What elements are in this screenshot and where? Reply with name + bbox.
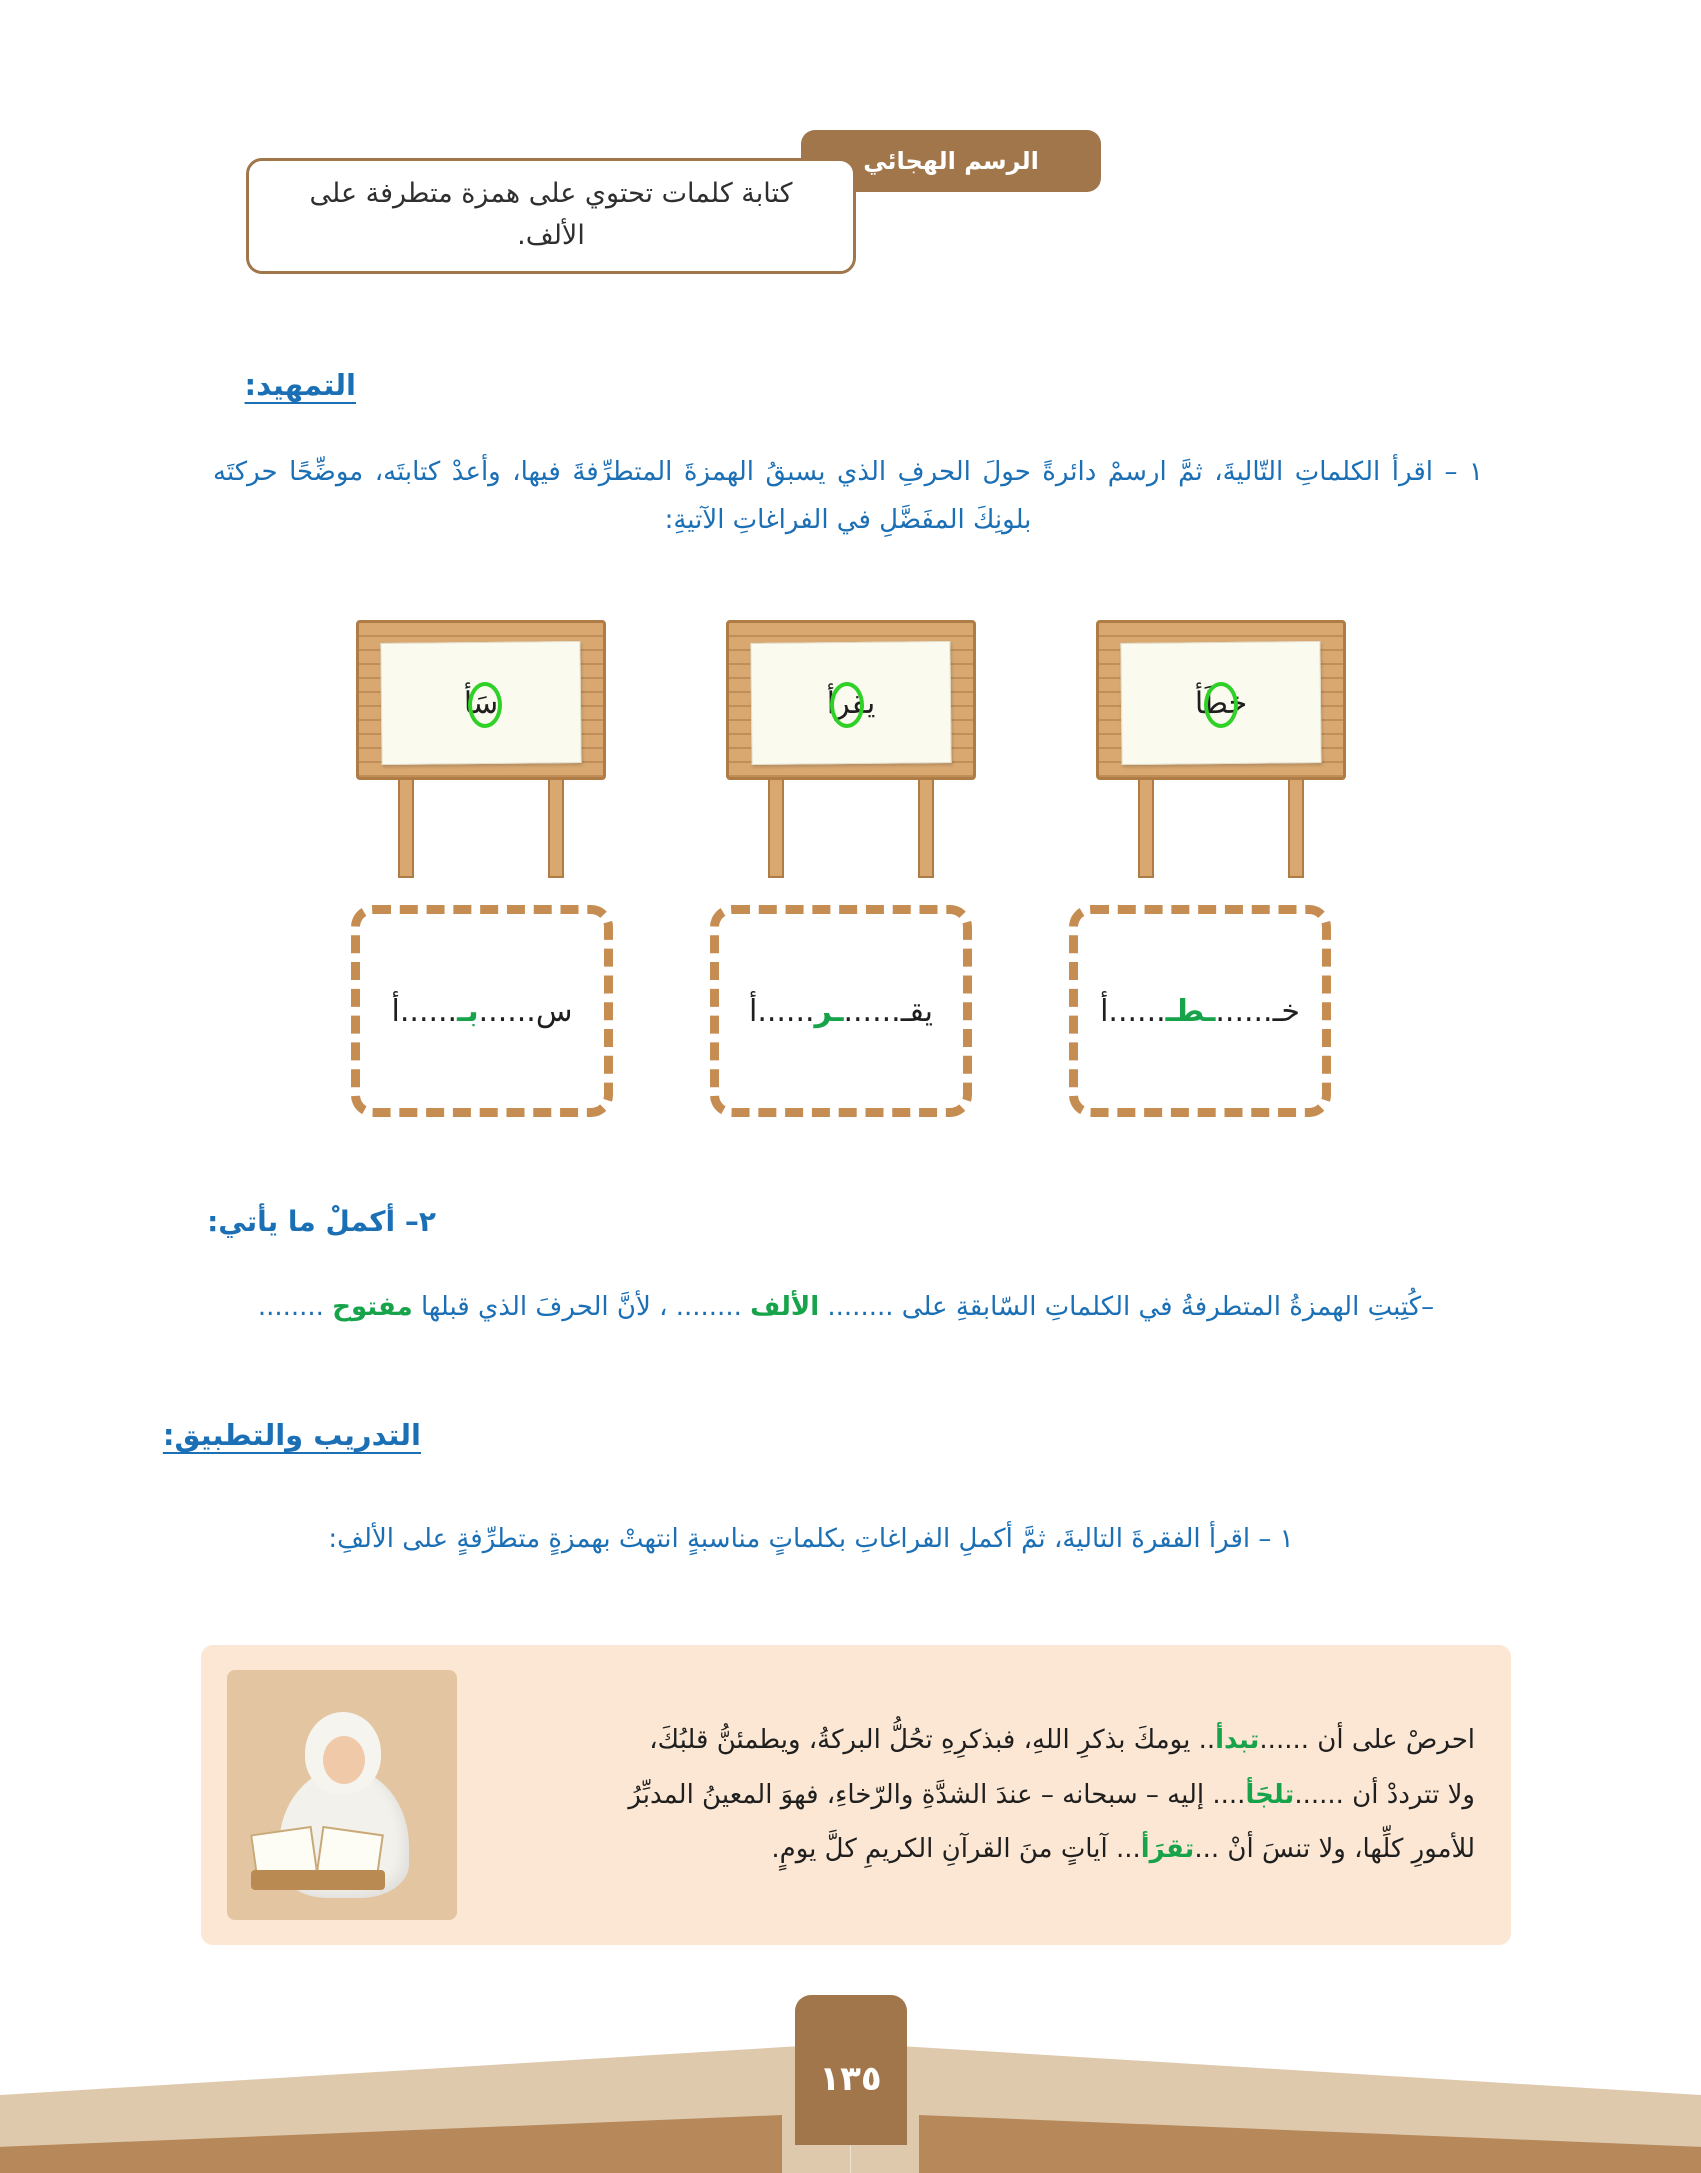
board-leg-right: [1288, 778, 1304, 878]
board-leg-right: [918, 778, 934, 878]
word-board: [726, 620, 976, 870]
answer-tabda: تبدأ: [1215, 1725, 1260, 1756]
word-board: [356, 620, 606, 870]
subject-tab: الرسم الهجائي: [801, 130, 1101, 192]
answer-alif: الألف: [750, 1292, 820, 1322]
lesson-title: كتابة كلمات تحتوي على همزة متطرفة على الألف.: [246, 158, 856, 274]
answer-box[interactable]: [351, 905, 613, 1117]
answer-box[interactable]: [1069, 905, 1331, 1117]
answer-box-text: يقـ......ـر......أ: [748, 993, 934, 1029]
blank-dots[interactable]: ......: [1259, 1725, 1310, 1756]
answer-maftooh: مفتوح: [332, 1292, 413, 1322]
passage-text: [481, 1713, 1485, 1877]
board-word: خطَأ: [1120, 641, 1321, 765]
question-2-label: ٢– أكملْ ما يأتي:: [207, 1205, 436, 1238]
passage-line-2: ولا تترددْ أن ......تلجَأ.... إليه – سبحانه – عندَ الشدَّةِ والرّخاءِ، فهوَ المعينُ المدبِّرُ: [628, 1779, 1475, 1810]
word-board: [1096, 620, 1346, 870]
section-heading-tamheed: التمهيد:: [244, 368, 356, 402]
blank-dots[interactable]: ........: [827, 1292, 894, 1322]
circle-mark-icon: [1204, 682, 1238, 728]
question-2-fill-line: –كُتِبتِ الهمزةُ المتطرفةُ في الكلماتِ السّابقةِ على ........ الألف ........ ، لأنَّ الحرفَ الذي قبلها مفتوح ........: [257, 1292, 1435, 1322]
word-boards-row: [356, 620, 1346, 880]
answer-taqra: تقرَأ: [1140, 1834, 1195, 1865]
answer-box-text: س......بـ......أ: [391, 993, 573, 1029]
board-word: يقرأ: [750, 641, 951, 765]
passage-card: [201, 1645, 1511, 1945]
question-1-text: ١ – اقرأ الكلماتِ التّاليةَ، ثمَّ ارسمْ دائرةً حولَ الحرفِ الذي يسبقُ الهمزةَ المتطرِّفةَ فيها، وأعدْ كتابتَه، موضِّحًا حركتَه بلونِكَ المفَضَّلِ في الفراغاتِ الآتيةِ:: [213, 457, 1483, 536]
section-heading-tadreeb: التدريب والتطبيق:: [162, 1418, 421, 1452]
passage-line-3: للأمورِ كلِّها، ولا تنسَ أنْ ...تقرَأ... آياتٍ منَ القرآنِ الكريمِ كلَّ يومٍ.: [771, 1834, 1475, 1865]
blank-dots[interactable]: ........: [675, 1292, 742, 1322]
page-header: [0, 130, 1701, 260]
book-stand: [251, 1870, 385, 1890]
question-3-text: ١ – اقرأ الفقرةَ التاليةَ، ثمَّ أكملِ الفراغاتِ بكلماتٍ مناسبةٍ انتهتْ بهمزةٍ متطرِّفةٍ على الألفِ:: [328, 1524, 1294, 1554]
girl-reading-quran-illustration: [227, 1670, 457, 1920]
blank-dots[interactable]: ........: [257, 1292, 324, 1322]
board-leg-left: [398, 778, 414, 878]
blank-dots[interactable]: ...: [1194, 1834, 1220, 1865]
page-footer: [0, 1973, 1701, 2173]
answer-talja: تلجَأ: [1245, 1779, 1295, 1810]
passage-line-1: احرصْ على أن ......تبدأ.. يومكَ بذكرِ اللهِ، فبذكرِهِ تحُلُّ البركةُ، ويطمئنُّ قلبُكَ،: [649, 1725, 1475, 1756]
circle-mark-icon: [830, 682, 864, 728]
board-leg-right: [548, 778, 564, 878]
board-leg-left: [1138, 778, 1154, 878]
blank-dots[interactable]: ......: [1294, 1779, 1344, 1810]
board-leg-left: [768, 778, 784, 878]
circle-mark-icon: [468, 682, 502, 728]
page-number: ١٣٥: [795, 1995, 907, 2145]
answer-boxes-row: [351, 905, 1331, 1125]
answer-box-text: خـ......ـطـ......أ: [1100, 993, 1300, 1029]
board-word: سَأ: [380, 641, 581, 765]
answer-box[interactable]: [710, 905, 972, 1117]
illustration-face: [323, 1736, 365, 1784]
